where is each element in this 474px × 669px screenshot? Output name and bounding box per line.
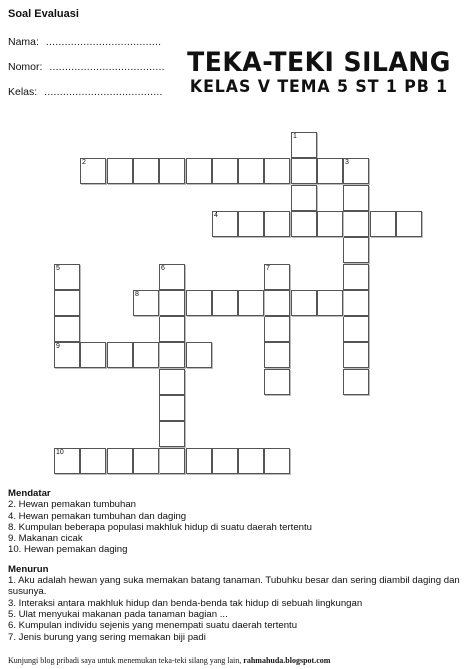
crossword-cell[interactable] <box>80 342 106 368</box>
crossword-cell[interactable] <box>159 290 185 316</box>
blog-link[interactable]: rahmahuda.blogspot.com <box>243 656 331 665</box>
number-label: Nomor: <box>8 61 43 73</box>
crossword-cell[interactable] <box>343 158 369 184</box>
crossword-cell[interactable] <box>54 448 80 474</box>
crossword-cell[interactable] <box>186 158 212 184</box>
crossword-cell[interactable] <box>186 448 212 474</box>
crossword-cell[interactable] <box>159 342 185 368</box>
crossword-cell[interactable] <box>238 448 264 474</box>
crossword-cell[interactable] <box>238 158 264 184</box>
crossword-cell[interactable] <box>291 132 317 158</box>
clue-number: 3 <box>345 159 349 166</box>
crossword-cell[interactable] <box>107 448 133 474</box>
down-clue: 5. Ulat menyukai makanan pada tanaman bagian ... <box>8 608 228 620</box>
across-heading: Mendatar <box>8 488 51 499</box>
crossword-cell[interactable] <box>291 290 317 316</box>
crossword-cell[interactable] <box>264 290 290 316</box>
crossword-cell[interactable] <box>264 369 290 395</box>
crossword-cell[interactable] <box>317 211 343 237</box>
crossword-cell[interactable] <box>343 342 369 368</box>
name-label: Nama: <box>8 36 39 48</box>
crossword-cell[interactable] <box>343 185 369 211</box>
crossword-cell[interactable] <box>107 158 133 184</box>
crossword-cell[interactable] <box>133 448 159 474</box>
down-clue: 6. Kumpulan individu sejenis yang menempati suatu daerah tertentu <box>8 620 298 632</box>
crossword-cell[interactable] <box>212 211 238 237</box>
crossword-cell[interactable] <box>159 448 185 474</box>
crossword-cell[interactable] <box>107 342 133 368</box>
crossword-cell[interactable] <box>54 264 80 290</box>
clue-number: 10 <box>56 449 64 456</box>
down-heading: Menurun <box>8 563 49 575</box>
crossword-cell[interactable] <box>54 316 80 342</box>
crossword-cell[interactable] <box>238 290 264 316</box>
clue-number: 7 <box>266 265 270 272</box>
footer-text: Kunjungi blog pribadi saya untuk menemukan teka-teki silang yang lain, <box>8 656 244 665</box>
clue-number: 5 <box>56 265 60 272</box>
crossword-cell[interactable] <box>238 211 264 237</box>
crossword-cell[interactable] <box>186 342 212 368</box>
crossword-cell[interactable] <box>317 158 343 184</box>
crossword-cell[interactable] <box>343 369 369 395</box>
crossword-cell[interactable] <box>264 211 290 237</box>
crossword-cell[interactable] <box>54 290 80 316</box>
footer-note <box>8 656 468 665</box>
crossword-cell[interactable] <box>133 342 159 368</box>
crossword-cell[interactable] <box>317 290 343 316</box>
puzzle-subtitle: KELAS V TEMA 5 ST 1 PB 1 <box>189 77 449 97</box>
crossword-cell[interactable] <box>186 290 212 316</box>
crossword-cell[interactable] <box>343 211 369 237</box>
down-clue: 3. Interaksi antara makhluk hidup dan benda-benda tak hidup di sebuah lingkungan <box>8 597 363 609</box>
crossword-cell[interactable] <box>264 342 290 368</box>
crossword-cell[interactable] <box>54 342 80 368</box>
crossword-cell[interactable] <box>212 158 238 184</box>
crossword-cell[interactable] <box>159 264 185 290</box>
crossword-cell[interactable] <box>396 211 422 237</box>
clue-number: 4 <box>214 212 218 219</box>
crossword-cell[interactable] <box>343 290 369 316</box>
crossword-cell[interactable] <box>264 158 290 184</box>
crossword-cell[interactable] <box>212 290 238 316</box>
crossword-cell[interactable] <box>264 448 290 474</box>
across-clue: 10. Hewan pemakan daging <box>8 544 128 556</box>
crossword-cell[interactable] <box>159 369 185 395</box>
puzzle-title: TEKA-TEKI SILANG <box>187 47 451 78</box>
clues-section <box>8 488 468 643</box>
crossword-cell[interactable] <box>343 264 369 290</box>
crossword-cell[interactable] <box>159 158 185 184</box>
subject-title: Soal Evaluasi <box>8 8 79 20</box>
crossword-cell[interactable] <box>159 421 185 447</box>
class-blank[interactable]: ...................................... <box>44 86 163 98</box>
crossword-cell[interactable] <box>343 316 369 342</box>
clue-number: 9 <box>56 343 60 350</box>
crossword-cell[interactable] <box>291 211 317 237</box>
crossword-cell[interactable] <box>291 185 317 211</box>
crossword-cell[interactable] <box>370 211 396 237</box>
name-blank[interactable]: ..................................... <box>45 36 162 48</box>
across-clue: 8. Kumpulan beberapa populasi makhluk hidup di suatu daerah tertentu <box>8 521 313 533</box>
down-clue: 7. Jenis burung yang sering memakan biji padi <box>8 631 206 643</box>
crossword-cell[interactable] <box>264 316 290 342</box>
crossword-cell[interactable] <box>80 158 106 184</box>
crossword-cell[interactable] <box>291 158 317 184</box>
across-clue: 4. Hewan pemakan tumbuhan dan daging <box>8 510 187 522</box>
crossword-cell[interactable] <box>343 237 369 263</box>
crossword-cell[interactable] <box>212 448 238 474</box>
crossword-cell[interactable] <box>133 158 159 184</box>
crossword-cell[interactable] <box>264 264 290 290</box>
clue-number: 1 <box>293 133 297 140</box>
across-clue: 2. Hewan pemakan tumbuhan <box>8 499 136 511</box>
class-label: Kelas: <box>8 86 38 98</box>
clue-number: 8 <box>135 291 139 298</box>
across-clue: 9. Makanan cicak <box>8 533 83 545</box>
crossword-cell[interactable] <box>159 316 185 342</box>
crossword-cell[interactable] <box>133 290 159 316</box>
clue-number: 6 <box>161 265 165 272</box>
clue-number: 2 <box>82 159 86 166</box>
down-clue: 1. Aku adalah hewan yang suka memakan batang tanaman. Tubuhku besar dan sering diambil daging dan susunya. <box>8 575 460 598</box>
crossword-cell[interactable] <box>159 395 185 421</box>
number-blank[interactable]: ..................................... <box>49 61 165 73</box>
crossword-cell[interactable] <box>80 448 106 474</box>
